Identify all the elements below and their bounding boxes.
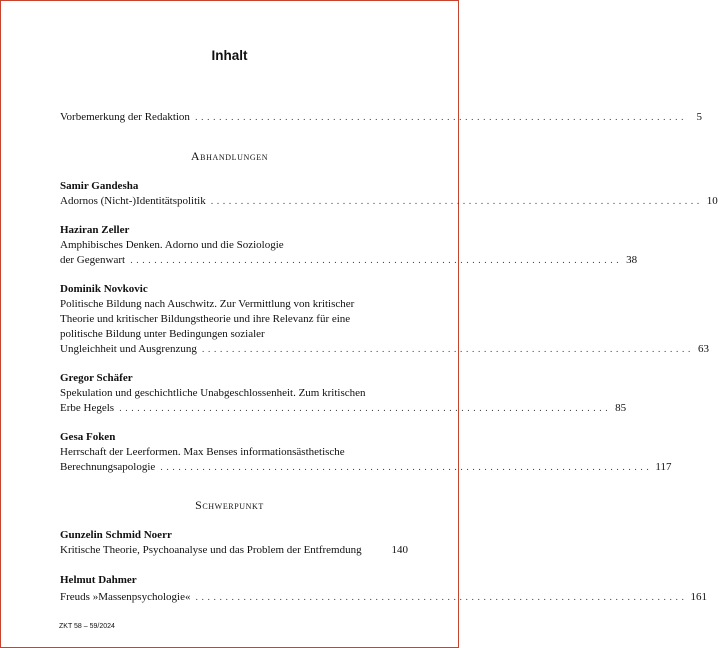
dot-leader: .................................................................................. [209, 199, 702, 207]
entry-title: Vorbemerkung der Redaktion [60, 111, 190, 123]
toc-entry-schmid-noerr[interactable] [60, 544, 408, 557]
entry-title-line: Spekulation und geschichtliche Unabgeschlossenheit. Zum kritischen [60, 387, 366, 399]
entry-title: Freuds »Massenpsychologie« [60, 591, 191, 603]
entry-author: Dominik Novkovic [60, 283, 148, 295]
entry-title-line: Politische Bildung nach Auschwitz. Zur Vermittlung von kritischer [60, 298, 355, 310]
entry-title: Berechnungsapologie [60, 461, 156, 473]
entry-author: Samir Gandesha [60, 180, 139, 192]
section-heading-abhandlungen: Abhandlungen [190, 149, 269, 163]
entry-title-line: Herrschaft der Leerformen. Max Benses informationsästhetische [60, 446, 345, 458]
entry-author: Haziran Zeller [60, 224, 130, 236]
dot-leader: .................................................................................. [118, 406, 611, 414]
entry-title: Adornos (Nicht-)Identitätspolitik [60, 195, 206, 207]
entry-title-line: Amphibisches Denken. Adorno und die Soziologie [60, 239, 284, 251]
entry-title-line: Theorie und kritischer Bildungstheorie und ihre Relevanz für eine [60, 313, 351, 325]
dot-leader: .................................................................................. [200, 347, 693, 355]
page-title: Inhalt [211, 48, 248, 63]
page-number: 38 [626, 254, 638, 266]
page-number: 117 [655, 461, 672, 473]
dot-leader: .................................................................................. [159, 465, 652, 473]
toc-entry-foken[interactable] [60, 461, 672, 476]
entry-title: Ungleichheit und Ausgrenzung [60, 343, 197, 355]
entry-author: Gesa Foken [60, 431, 116, 443]
dot-leader: .................................................................................. [194, 595, 687, 603]
toc-entry-dahmer[interactable] [60, 591, 708, 606]
toc-entry-schaefer[interactable] [60, 402, 627, 417]
page-number: 10 [706, 195, 718, 207]
page-number: 140 [391, 544, 408, 556]
toc-entry-novkovic[interactable] [60, 343, 709, 358]
section-heading-schwerpunkt: Schwerpunkt [195, 498, 264, 512]
page-number: 5 [696, 111, 702, 123]
dot-leader: .................................................................................. [193, 115, 686, 123]
page-footer: ZKT 58 – 59/2024 [59, 623, 115, 630]
page-number: 63 [697, 343, 709, 355]
page-number: 85 [615, 402, 627, 414]
toc-entry-zeller[interactable] [60, 254, 638, 269]
entry-author: Gregor Schäfer [60, 372, 133, 384]
entry-title: der Gegenwart [60, 254, 126, 266]
entry-author: Helmut Dahmer [60, 574, 137, 586]
toc-entry-vorbemerkung[interactable] [60, 111, 702, 126]
dot-leader: .................................................................................. [129, 258, 622, 266]
page-number: 161 [690, 591, 708, 603]
toc-entry-gandesha[interactable] [60, 195, 718, 210]
entry-author: Gunzelin Schmid Noerr [60, 529, 172, 541]
entry-title-line: politische Bildung unter Bedingungen sozialer [60, 328, 265, 340]
entry-title: Kritische Theorie, Psychoanalyse und das Problem der Entfremdung [60, 544, 362, 556]
entry-title: Erbe Hegels [60, 402, 115, 414]
